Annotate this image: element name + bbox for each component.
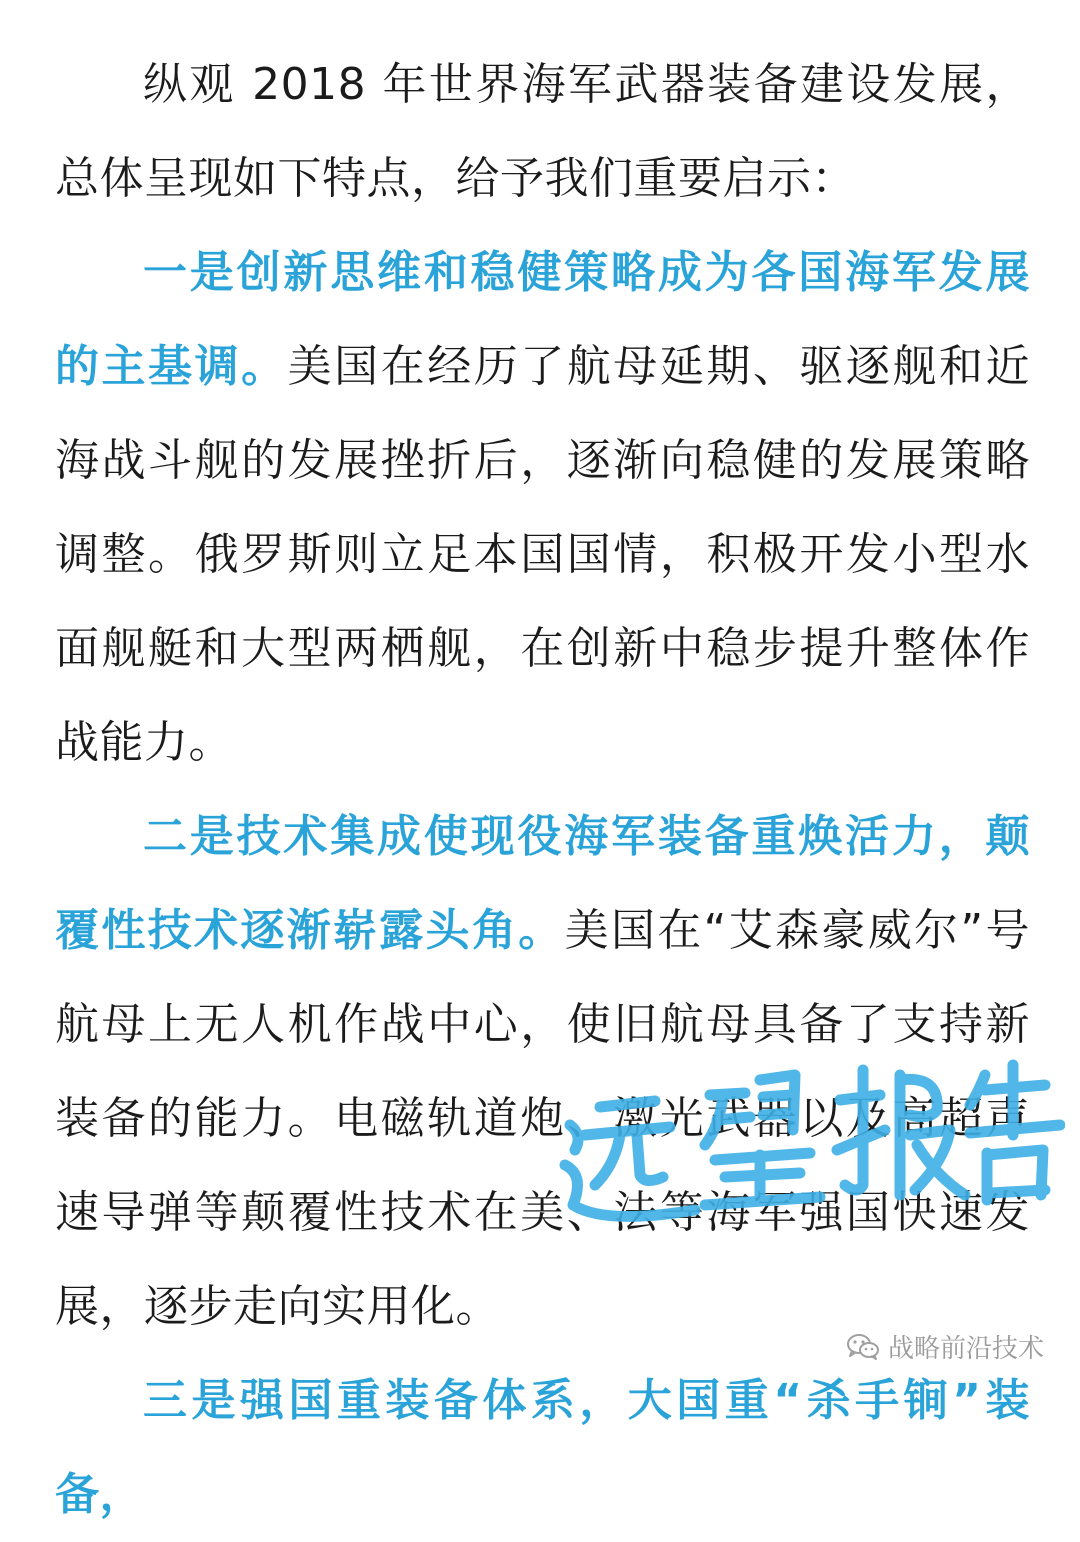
point-two-paragraph xyxy=(55,790,1030,1354)
point-three-paragraph xyxy=(55,1354,1030,1542)
point-one-heading: 一是创新思维和稳健策略成为各国海军发展的主基调。 xyxy=(55,247,1030,392)
wechat-icon xyxy=(846,1333,880,1361)
point-one-paragraph xyxy=(55,226,1030,790)
point-one-text: 美国在经历了航母延期、驱逐舰和近海战斗舰的发展挫折后，逐渐向稳健的发展策略调整。俄罗斯则立足本国国情，积极开发小型水面舰艇和大型两栖舰，在创新中稳步提升整体作战能力。 xyxy=(55,341,1030,768)
footer-brand xyxy=(840,1324,1050,1369)
footer-brand-name: 战略前沿技术 xyxy=(887,1334,1044,1364)
article-body xyxy=(55,38,1030,1542)
point-three-heading: 三是强国重装备体系，大国重“杀手锏”装备， xyxy=(55,1375,1030,1520)
intro-text: 纵观 2018 年世界海军武器装备建设发展，总体呈现如下特点，给予我们重要启示： xyxy=(55,59,1030,204)
point-two-text: 美国在“艾森豪威尔”号航母上无人机作战中心，使旧航母具备了支持新装备的能力。电磁轨道炮、激光武器以及高超声速导弹等颠覆性技术在美、法等海军强国快速发展，逐步走向实用化。 xyxy=(55,905,1031,1332)
point-two-heading: 二是技术集成使现役海军装备重焕活力，颠覆性技术逐渐崭露头角。 xyxy=(55,811,1030,956)
intro-paragraph xyxy=(55,38,1030,226)
